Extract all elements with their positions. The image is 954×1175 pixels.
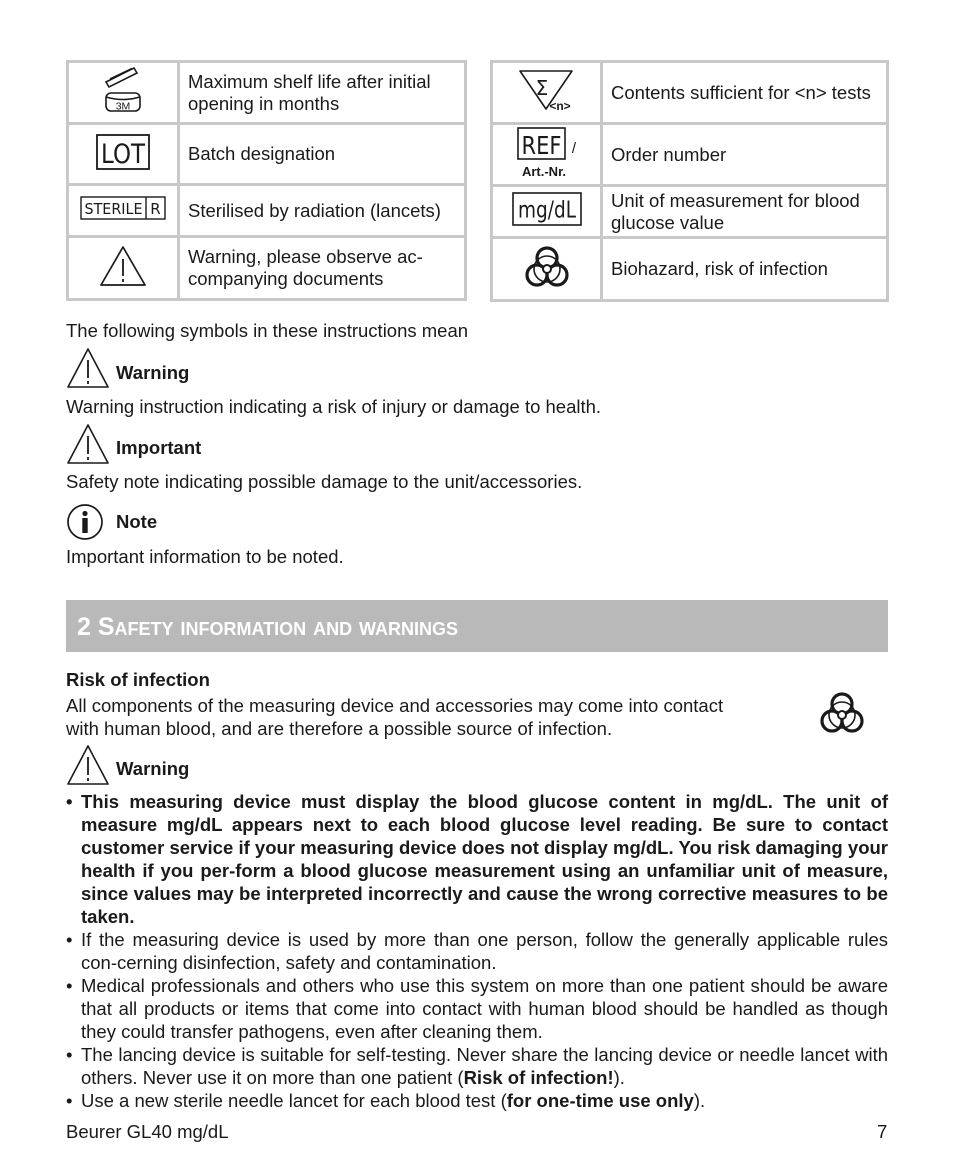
info-icon [66, 503, 104, 541]
symbol-cell [68, 62, 179, 124]
table-row [68, 237, 466, 300]
symbol-desc: Order number [602, 124, 888, 186]
list-item: • This measuring device must display the blood glucose content in mg/dL. The unit of measure mg/dL appears next to each blood glucose level reading. Be sure to contact customer service if your measuring device does not display mg/dL. You risk damaging your health if you per-form a blood glucose measurement using an unfamiliar unit of measure, since values may be interpreted incorrectly and cause the wrong corrective measures to be taken. [66, 791, 888, 927]
table-row [492, 238, 888, 301]
symbol-desc: Batch designation [179, 124, 466, 185]
svg-text:mg/dL: mg/dL [517, 197, 576, 224]
svg-text:REF: REF [521, 131, 561, 160]
legend-important-desc: Safety note indicating possible damage to the unit/accessories. [66, 471, 583, 492]
symbol-desc: Biohazard, risk of infection [602, 238, 888, 301]
risk-heading: Risk of infection [66, 669, 210, 690]
svg-text:R: R [150, 200, 161, 218]
legend-warning-label: Warning [116, 362, 190, 383]
risk-line-2: with human blood, and are therefore a possible source of infection. [66, 718, 613, 739]
legend-important-label: Important [116, 437, 202, 458]
warning-label: Warning [116, 758, 190, 779]
sigma-n-icon [516, 67, 578, 113]
symbol-cell [492, 62, 602, 124]
symbol-table-left [66, 60, 467, 301]
intro-text: The following symbols in these instructions mean [66, 320, 469, 341]
symbol-cell [68, 237, 179, 300]
footer-product: Beurer GL40 mg/dL [66, 1121, 229, 1142]
list-item: • If the measuring device is used by more than one person, follow the generally applicable rules con-cerning disinfection, safety and contamination. [66, 929, 888, 973]
svg-text:<n>: <n> [548, 99, 571, 113]
open-jar-3m-icon [98, 64, 148, 116]
section-banner [66, 600, 888, 652]
warning-icon [66, 744, 110, 786]
svg-text:Σ: Σ [535, 76, 548, 100]
table-row [492, 124, 888, 186]
table-row [68, 124, 466, 185]
list-item: • The lancing device is suitable for self-testing. Never share the lancing device or needle lancet with others. Never use it on more than one patient (Risk of infection!). [66, 1044, 888, 1088]
table-row [492, 62, 888, 124]
symbol-cell [492, 238, 602, 301]
warning-icon [66, 347, 110, 389]
svg-text:3M: 3M [115, 100, 131, 113]
symbol-cell [492, 124, 602, 186]
legend-warning-desc: Warning instruction indicating a risk of injury or damage to health. [66, 396, 602, 417]
symbol-cell [68, 185, 179, 237]
symbol-desc: Contents sufficient for <n> tests [602, 62, 888, 124]
lot-icon [95, 132, 151, 172]
sterile-r-icon [80, 195, 166, 221]
mgdl-icon [511, 191, 583, 227]
list-item: • Use a new sterile needle lancet for each blood test (for one-time use only). [66, 1090, 706, 1111]
symbol-desc: Maximum shelf life after initial opening in months [179, 62, 466, 124]
legend-note-label: Note [116, 511, 158, 532]
legend-note-desc: Important information to be noted. [66, 546, 344, 567]
ref-icon [512, 125, 582, 179]
svg-text:LOT: LOT [101, 138, 146, 170]
svg-text:/: / [571, 140, 576, 157]
warning-icon [98, 244, 148, 288]
warning-icon [66, 423, 110, 465]
biohazard-icon [523, 244, 571, 290]
symbol-desc: Unit of measurement for blood glucose value [602, 186, 888, 238]
symbol-cell [68, 124, 179, 185]
table-row [68, 185, 466, 237]
biohazard-icon [818, 690, 866, 736]
list-item: • Medical professionals and others who use this system on more than one patient should be aware that all products or items that come into contact with human blood should be handled as though they could transfer pathogens, even after cleaning them. [66, 975, 888, 1042]
risk-line-1: All components of the measuring device and accessories may come into contact [66, 695, 724, 716]
symbol-cell [492, 186, 602, 238]
svg-text:STERILE: STERILE [84, 200, 143, 218]
symbol-desc: Sterilised by radiation (lancets) [179, 185, 466, 237]
section-title: 2 Safety information and warnings [77, 613, 459, 641]
page-number: 7 [877, 1121, 888, 1142]
warning-bullet-list [66, 790, 888, 1112]
symbol-table-right [490, 60, 889, 302]
svg-text:Art.-Nr.: Art.-Nr. [521, 164, 566, 179]
symbol-desc: Warning, please observe ac- companying documents [179, 237, 466, 300]
table-row [492, 186, 888, 238]
table-row [68, 62, 466, 124]
